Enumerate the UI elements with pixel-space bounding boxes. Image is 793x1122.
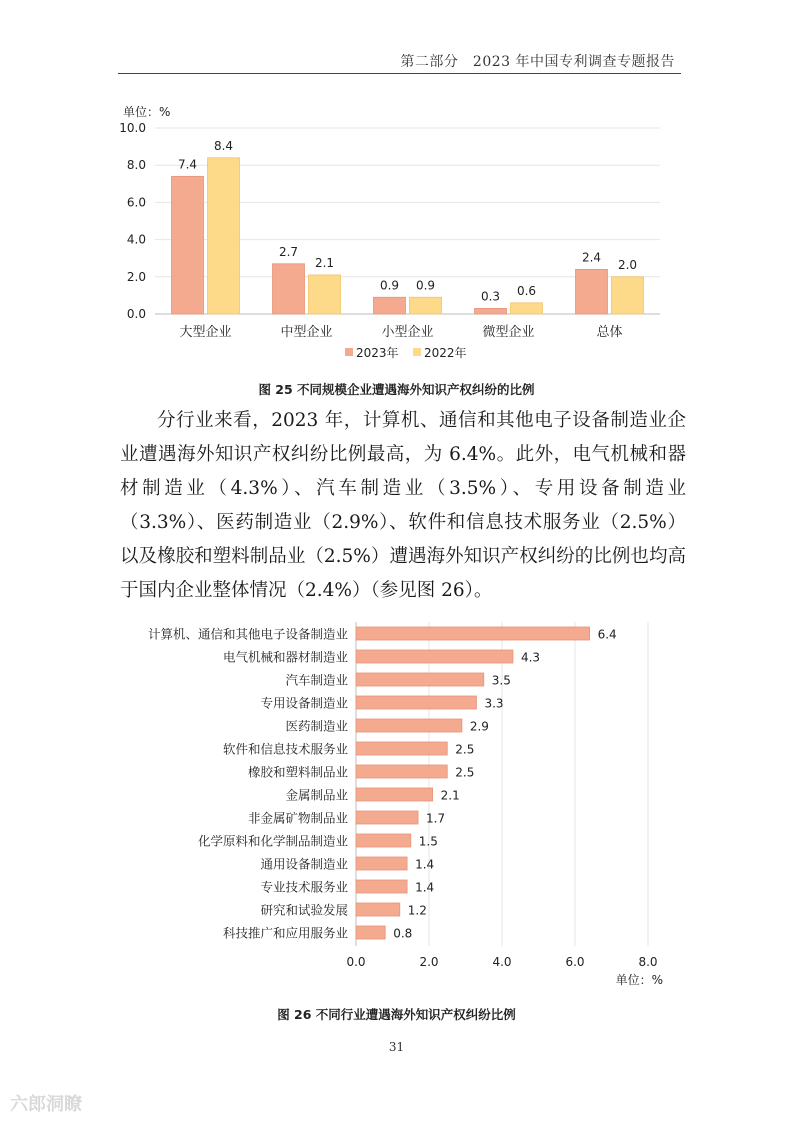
data-label: 2.9 (469, 719, 489, 734)
bar (356, 696, 476, 709)
data-label: 2.1 (314, 255, 335, 270)
legend-label: 2023年 (356, 346, 399, 360)
legend-swatch (413, 348, 421, 356)
data-label: 0.9 (415, 278, 436, 293)
figure-25-caption: 图 25 不同规模企业遭遇海外知识产权纠纷的比例 (258, 382, 535, 397)
bar (475, 308, 507, 314)
chart-industry (120, 616, 680, 986)
data-label: 2.7 (278, 244, 299, 259)
category-label: 专业技术服务业 (260, 879, 348, 895)
bar (612, 277, 644, 314)
y-tick-label: 4.0 (126, 232, 146, 247)
body-paragraph (120, 404, 686, 608)
category-label: 微型企业 (482, 325, 535, 340)
bar (356, 765, 447, 778)
bar (356, 673, 484, 686)
data-label: 0.8 (393, 926, 413, 941)
unit-label: 单位：% (615, 973, 663, 986)
y-tick-label: 2.0 (126, 269, 146, 284)
unit-label: 单位：% (123, 105, 171, 119)
category-label: 专用设备制造业 (260, 695, 348, 711)
data-label: 0.9 (379, 278, 400, 293)
data-label: 1.4 (415, 857, 435, 872)
y-tick-label: 0.0 (126, 307, 146, 321)
data-label: 3.3 (484, 696, 504, 711)
category-label: 金属制品业 (285, 787, 348, 803)
y-tick-label: 8.0 (126, 158, 146, 173)
x-tick-label: 6.0 (565, 955, 585, 969)
bar (356, 719, 462, 732)
bar (356, 926, 385, 939)
page-header: 第二部分 2023 年中国专利调查专题报告 (400, 54, 675, 70)
category-label: 化学原料和化学制品制造业 (197, 833, 348, 849)
data-label: 0.3 (480, 289, 501, 304)
data-label: 1.7 (426, 811, 446, 826)
data-label: 2.5 (455, 742, 475, 757)
bar (356, 903, 400, 916)
bar (410, 297, 442, 314)
data-label: 2.0 (617, 257, 638, 272)
x-tick-label: 0.0 (346, 955, 366, 969)
category-label: 大型企业 (179, 325, 232, 340)
bar (356, 811, 418, 824)
bar (356, 788, 433, 801)
category-label: 中型企业 (280, 325, 333, 340)
bar (172, 176, 204, 314)
category-label: 电气机械和器材制造业 (222, 649, 348, 665)
category-label: 软件和信息技术服务业 (222, 741, 348, 757)
data-label: 7.4 (177, 157, 198, 172)
bar (356, 834, 411, 847)
data-label: 0.6 (516, 283, 537, 298)
category-label: 医药制造业 (285, 718, 348, 734)
category-label: 总体 (596, 325, 623, 340)
data-label: 4.3 (520, 650, 541, 665)
bar (309, 275, 341, 314)
bar (356, 857, 407, 870)
data-label: 2.1 (440, 788, 460, 803)
data-label: 2.4 (581, 250, 602, 265)
data-label: 1.4 (415, 880, 435, 895)
header-divider (118, 73, 681, 74)
chart-company-size (110, 100, 670, 370)
category-label: 科技推广和应用服务业 (222, 925, 348, 941)
page-number: 31 (388, 1040, 405, 1054)
category-label: 非金属矿物制品业 (247, 810, 348, 826)
y-tick-label: 10.0 (119, 121, 146, 135)
y-tick-label: 6.0 (126, 195, 146, 210)
legend-swatch (345, 348, 353, 356)
bar (356, 650, 513, 663)
bar (356, 880, 407, 893)
data-label: 2.5 (455, 765, 475, 780)
watermark: 六郎洞瞭 (10, 1094, 82, 1115)
category-label: 计算机、通信和其他电子设备制造业 (147, 626, 348, 642)
paragraph-text: 分行业来看，2023 年，计算机、通信和其他电子设备制造业企业遭遇海外知识产权纠纷比例最高，为 6.4%。此外，电气机械和器材制造业（4.3%）、汽车制造业（3.5%）、专用设备制造业（3.3%）、医药制造业（2.9%）、软件和信息技术服务业（2.5%）以及橡胶和塑料制品业（2.5%）遭遇海外知识产权纠纷的比例也均高于国内企业整体情况（2.4%）（参见图 26）。 (120, 410, 686, 601)
data-label: 1.5 (418, 834, 438, 849)
bar (208, 158, 240, 314)
data-label: 3.5 (491, 673, 511, 688)
data-label: 1.2 (407, 903, 427, 918)
category-label: 小型企业 (381, 325, 434, 340)
category-label: 橡胶和塑料制品业 (247, 764, 348, 780)
figure-26-caption: 图 26 不同行业遭遇海外知识产权纠纷比例 (277, 1007, 516, 1022)
category-label: 研究和试验发展 (260, 902, 348, 918)
bar (511, 303, 543, 314)
legend-label: 2022年 (424, 346, 467, 360)
bar (576, 269, 608, 314)
bar (374, 297, 406, 314)
data-label: 8.4 (213, 138, 234, 153)
bar (356, 742, 447, 755)
bar (356, 627, 590, 640)
x-tick-label: 2.0 (419, 955, 439, 969)
bar (273, 264, 305, 314)
category-label: 通用设备制造业 (260, 856, 348, 872)
x-tick-label: 8.0 (638, 955, 658, 969)
data-label: 6.4 (597, 627, 617, 642)
category-label: 汽车制造业 (285, 672, 348, 688)
x-tick-label: 4.0 (492, 955, 512, 969)
